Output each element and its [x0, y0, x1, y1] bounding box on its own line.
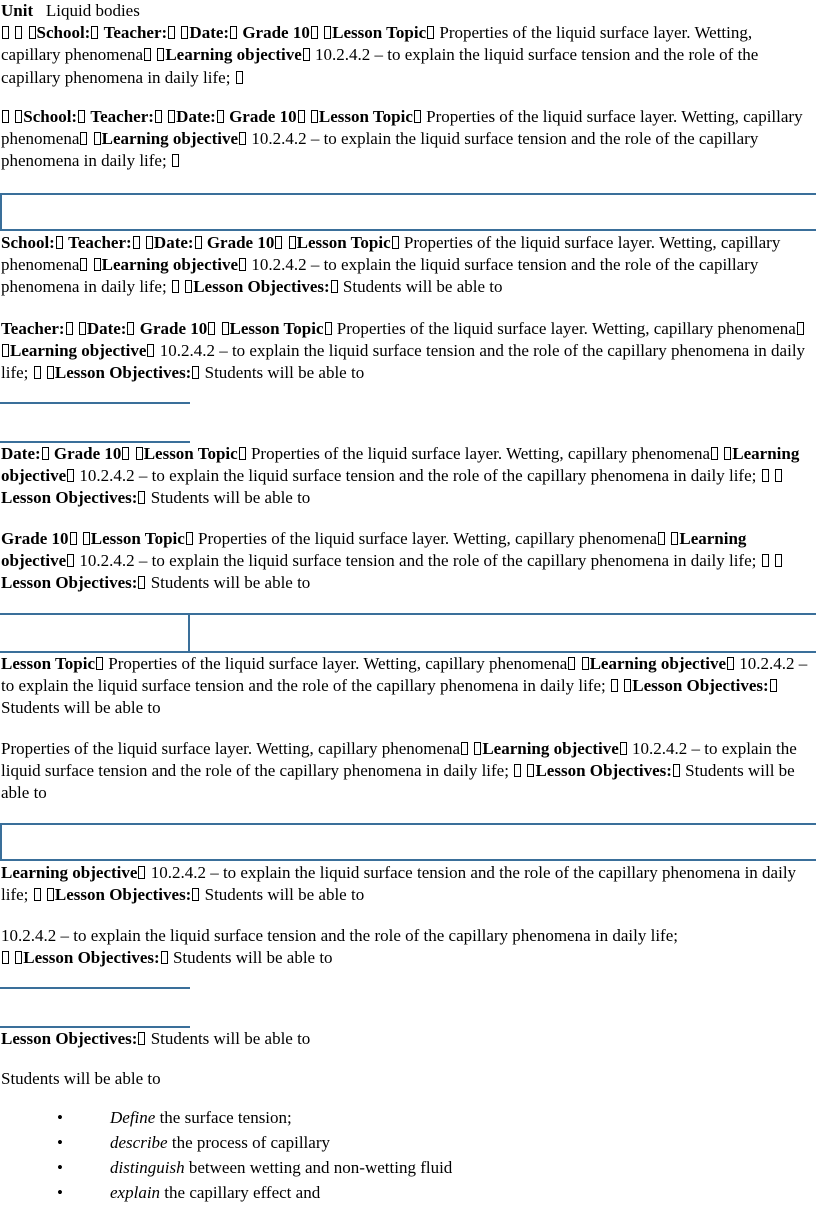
list-item: • distinguish between wetting and non-wetting fluid: [57, 1158, 453, 1177]
lesson-info-paragraph: Date: Grade 10 Lesson Topic Properties of the liquid surface layer. Wetting, capillary phenomena Learning objective 10.2.4.2 – to explain the liquid surface tension and the role of the capillary phenomena in daily life; Lesson Objectives: Students will be able to: [1, 444, 800, 508]
objectives-list: [0, 1105, 800, 1205]
table-rule: [0, 402, 190, 404]
lesson-info-paragraph: Lesson Topic Properties of the liquid surface layer. Wetting, capillary phenomena Learning objective 10.2.4.2 – to explain the liquid surface tension and the role of the capillary phenomena in daily life; Lesson Objectives: Students will be able to: [1, 654, 808, 718]
lesson-info-paragraph: Teacher: Date: Grade 10 Lesson Topic Properties of the liquid surface layer. Wetting, capillary phenomena Learning objective 10.2.4.2 – to explain the liquid surface tension and the role of the capillary phenomena in daily life; Lesson Objectives: Students will be able to: [1, 319, 806, 383]
students-able-text: Students will be able to: [1, 1069, 161, 1088]
unit-block: [1, 0, 815, 89]
unit-label: Unit: [1, 1, 34, 20]
lesson-info-paragraph: Properties of the liquid surface layer. Wetting, capillary phenomena Learning objective 10.2.4.2 – to explain the liquid surface tension and the role of the capillary phenomena in daily life; Lesson Objectives: Students will be able to: [1, 739, 797, 803]
lesson-info-paragraph: Learning objective 10.2.4.2 – to explain the liquid surface tension and the role of the capillary phenomena in daily life; Lesson Objectives: Students will be able to: [1, 863, 797, 905]
table-cell-border: [0, 823, 816, 861]
table-cell-border: [0, 193, 816, 231]
lesson-info-paragraph: 10.2.4.2 – to explain the liquid surface tension and the role of the capillary phenomena in daily life; Lesson Objectives: Students will be able to: [1, 926, 678, 968]
lesson-info-paragraph: School: Teacher: Date: Grade 10 Lesson Topic Properties of the liquid surface layer. Wetting, capillary phenomena Learning objective 10.2.4.2 – to explain the liquid surface tension and the role of the capillary phenomena in daily life; Lesson Objectives: Students will be able to: [1, 233, 781, 297]
lesson-objectives-heading: Lesson Objectives: Students will be able to: [1, 1029, 311, 1048]
table-rule: [188, 613, 190, 653]
list-item: • Define the surface tension;: [57, 1108, 292, 1127]
lesson-info-paragraph: School: Teacher: Date: Grade 10 Lesson Topic Properties of the liquid surface layer. Wetting, capillary phenomena Learning objective 10.2.4.2 – to explain the liquid surface tension and the role of the capillary phenomena in daily life;: [1, 23, 759, 87]
list-item: • describe the process of capillary: [57, 1133, 330, 1152]
lesson-info-paragraph: Grade 10 Lesson Topic Properties of the liquid surface layer. Wetting, capillary phenomena Learning objective 10.2.4.2 – to explain the liquid surface tension and the role of the capillary phenomena in daily life; Lesson Objectives: Students will be able to: [1, 528, 815, 595]
unit-value: Liquid bodies: [45, 1, 140, 20]
list-item: • explain the capillary effect and: [57, 1183, 321, 1202]
table-rule: [0, 987, 190, 989]
table-rule: [0, 613, 816, 615]
lesson-info-paragraph: School: Teacher: Date: Grade 10 Lesson Topic Properties of the liquid surface layer. Wetting, capillary phenomena Learning objective 10.2.4.2 – to explain the liquid surface tension and the role of the capillary phenomena in daily life;: [1, 107, 803, 171]
